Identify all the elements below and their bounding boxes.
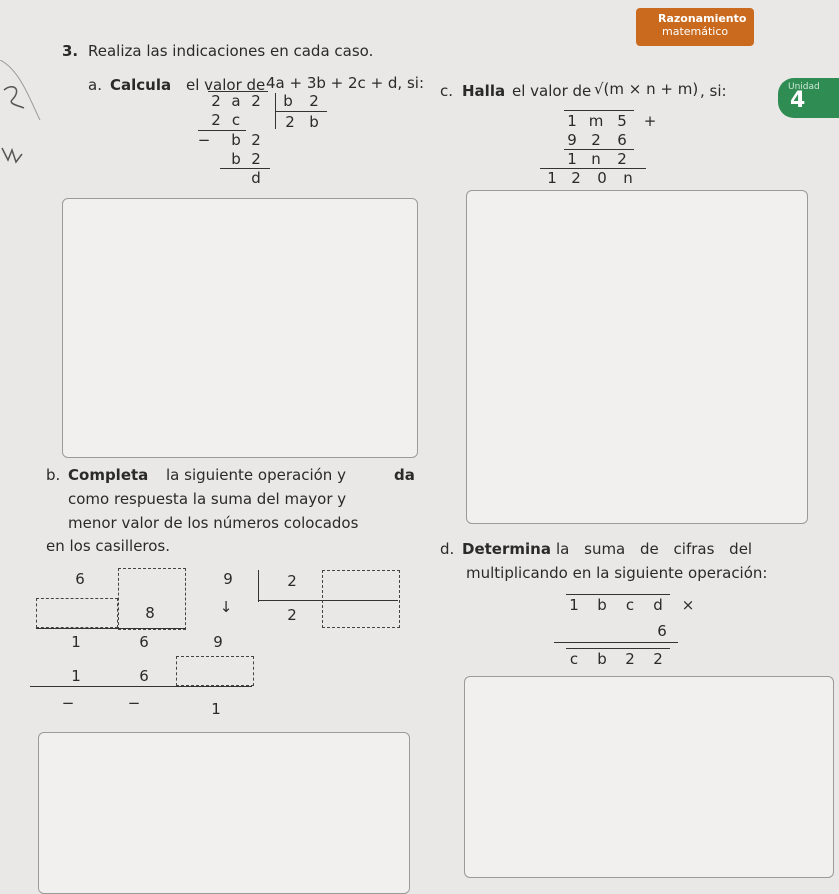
digit: m	[588, 112, 604, 130]
digit: 6	[139, 667, 149, 685]
digit: −	[197, 131, 211, 149]
part-b-line3: menor valor de los números colocados	[68, 514, 359, 532]
digit: 2	[285, 113, 295, 131]
arrow-down-icon: ↓	[219, 598, 233, 616]
badge-line1: Razonamiento	[658, 12, 747, 25]
digit: 1	[567, 112, 577, 130]
digit: 1	[569, 596, 579, 614]
part-d-letter: d.	[440, 540, 455, 558]
digit: 8	[145, 604, 155, 622]
digit: b	[309, 113, 319, 131]
part-b-bold-end: da	[394, 466, 415, 484]
part-b-line1: la siguiente operación y	[166, 466, 346, 484]
digit: 2	[287, 606, 297, 624]
digit: c	[569, 650, 579, 668]
digit: 1	[211, 700, 221, 718]
overline	[566, 594, 670, 595]
digit: 2	[211, 92, 221, 110]
part-a-expression: 4a + 3b + 2c + d, si:	[266, 74, 424, 92]
digit: b	[231, 150, 241, 168]
sub-line	[36, 628, 186, 629]
part-c-verb: Halla	[462, 82, 506, 100]
digit: b	[597, 650, 607, 668]
part-c-suffix: , si:	[700, 82, 727, 100]
digit: 2	[287, 572, 297, 590]
digit: 0	[597, 169, 607, 187]
exercise-instruction: Realiza las indicaciones en cada caso.	[88, 42, 374, 60]
digit: 1	[547, 169, 557, 187]
digit: d	[653, 596, 663, 614]
part-c-text: el valor de	[512, 82, 592, 100]
times-icon: ×	[681, 596, 695, 614]
digit: −	[61, 694, 75, 712]
digit: n	[591, 150, 601, 168]
part-b-line2: como respuesta la suma del mayor y	[68, 490, 347, 508]
answer-box-c[interactable]	[466, 190, 808, 524]
digit: b	[231, 131, 241, 149]
digit: 2	[211, 111, 221, 129]
blank-cell[interactable]	[322, 570, 400, 628]
digit: 6	[617, 131, 627, 149]
digit: c	[625, 596, 635, 614]
digit: 5	[617, 112, 627, 130]
digit: 2	[309, 92, 319, 110]
part-d-line1: la suma de cifras del	[556, 540, 753, 558]
digit: 1	[71, 667, 81, 685]
digit: 2	[571, 169, 581, 187]
digit: 9	[213, 633, 223, 651]
digit: a	[231, 92, 241, 110]
digit: 2	[251, 92, 261, 110]
overline	[566, 648, 670, 649]
part-a-verb: Calcula	[110, 76, 172, 94]
badge-line2: matemático	[662, 25, 729, 38]
blank-cell[interactable]	[36, 598, 118, 628]
unit-number: 4	[790, 88, 806, 113]
part-a-letter: a.	[88, 76, 102, 94]
digit: 6	[75, 570, 85, 588]
digit: d	[251, 169, 261, 187]
unit-label: Unidad	[788, 82, 820, 92]
digit: 6	[657, 622, 667, 640]
part-b-letter: b.	[46, 466, 61, 484]
answer-box-b[interactable]	[38, 732, 410, 894]
digit: b	[597, 596, 607, 614]
digit: −	[127, 694, 141, 712]
digit: b	[283, 92, 293, 110]
answer-box-a[interactable]	[62, 198, 418, 458]
division-bar	[258, 570, 259, 602]
part-c-letter: c.	[440, 82, 454, 100]
pencil-scribble-icon	[0, 60, 50, 180]
digit: 2	[625, 650, 635, 668]
part-b-verb: Completa	[68, 466, 149, 484]
digit: 2	[653, 650, 663, 668]
divisor-line	[275, 111, 327, 112]
digit: 2	[617, 150, 627, 168]
answer-box-d[interactable]	[464, 676, 834, 878]
sub-line	[30, 686, 252, 687]
product-line	[554, 642, 678, 643]
exercise-number: 3.	[62, 42, 79, 60]
digit: 2	[251, 131, 261, 149]
blank-cell[interactable]	[176, 656, 254, 686]
plus-icon: +	[643, 112, 657, 130]
digit: 6	[139, 633, 149, 651]
part-c-expression: √(m × n + m)	[594, 80, 699, 98]
digit: c	[231, 111, 241, 129]
digit: 2	[251, 150, 261, 168]
part-d-verb: Determina	[462, 540, 551, 558]
part-b-line4: en los casilleros.	[46, 537, 171, 555]
part-a-text: el valor de	[186, 76, 266, 94]
digit: 1	[71, 633, 81, 651]
overline	[564, 110, 634, 111]
digit: 9	[567, 131, 577, 149]
digit: 1	[567, 150, 577, 168]
digit: 2	[591, 131, 601, 149]
digit: n	[623, 169, 633, 187]
digit: 9	[223, 570, 233, 588]
part-d-line2: multiplicando en la siguiente operación:	[466, 564, 768, 582]
